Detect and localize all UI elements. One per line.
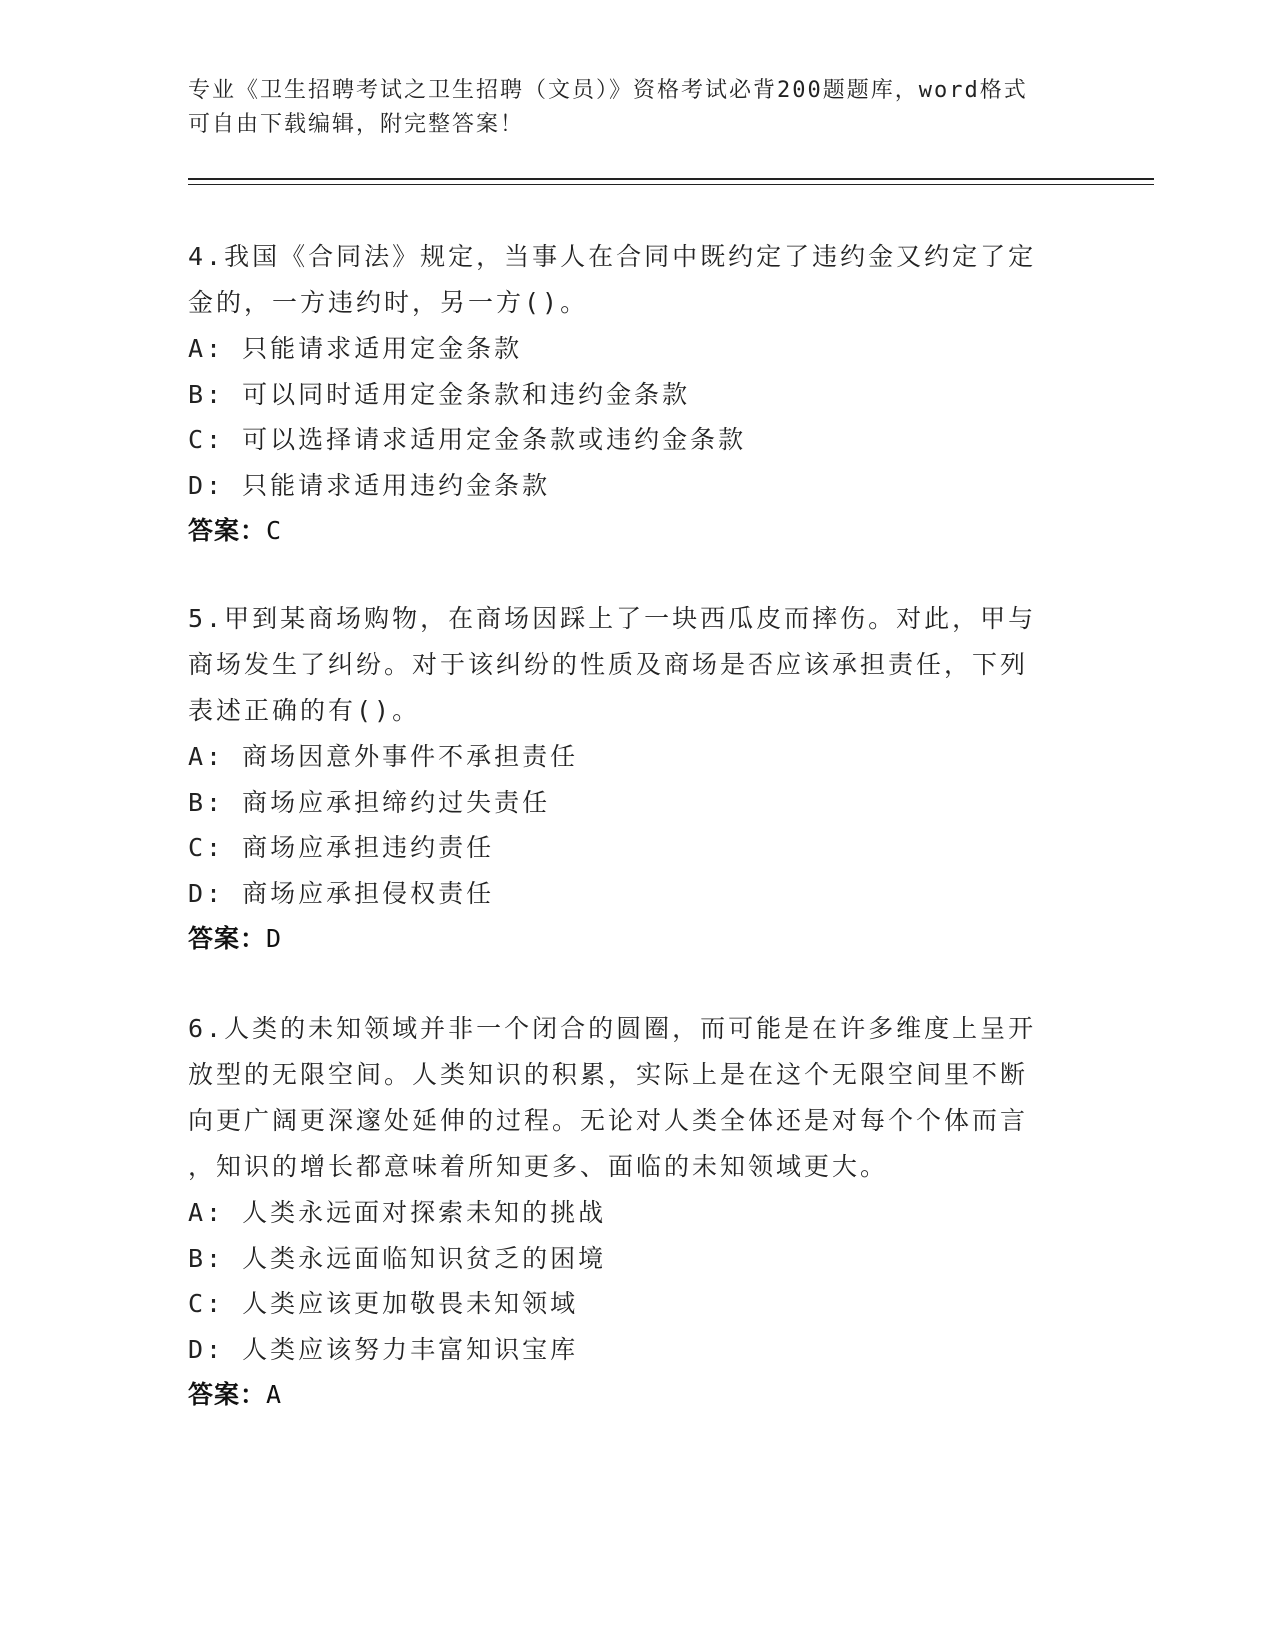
option-d: D: 人类应该努力丰富知识宝库 — [188, 1334, 579, 1364]
header-divider-thick — [188, 178, 1154, 180]
option-c: C: 人类应该更加敬畏未知领域 — [188, 1289, 579, 1318]
option-b: B: 商场应承担缔约过失责任 — [188, 787, 551, 817]
option-d: D: 只能请求适用违约金条款 — [188, 470, 551, 500]
answer-line — [188, 1372, 1068, 1418]
document-header — [188, 74, 1068, 142]
answer-value: C — [266, 516, 283, 545]
answer-label: 答案： — [188, 924, 267, 953]
answer-value: A — [266, 1380, 283, 1409]
answer-value: D — [266, 924, 283, 953]
question-stem-line: 表述正确的有()。 — [188, 696, 421, 725]
header-divider-thin — [188, 184, 1154, 185]
question-stem-line: 4.我国《合同法》规定，当事人在合同中既约定了违约金又约定了定 — [188, 242, 1037, 271]
question-stem-line: 金的，一方违约时，另一方()。 — [188, 288, 589, 317]
answer-label: 答案： — [188, 516, 267, 545]
answer-label: 答案： — [188, 1380, 267, 1409]
option-b: B: 人类永远面临知识贫乏的困境 — [188, 1243, 607, 1273]
answer-line — [188, 508, 1068, 554]
question-block — [188, 596, 1068, 962]
question-stem — [188, 1006, 1068, 1190]
option-d: D: 商场应承担侵权责任 — [188, 878, 495, 908]
question-stem — [188, 234, 1068, 326]
question-stem-line: 5.甲到某商场购物，在商场因踩上了一块西瓜皮而摔伤。对此，甲与 — [188, 604, 1037, 633]
answer-line — [188, 916, 1068, 962]
question-block — [188, 1006, 1068, 1418]
header-line-2: 可自由下载编辑，附完整答案！ — [188, 112, 525, 137]
question-block — [188, 234, 1068, 554]
header-line-1: 专业《卫生招聘考试之卫生招聘（文员）》资格考试必背200题题库，word格式 — [188, 78, 1028, 103]
question-stem-line: 放型的无限空间。人类知识的积累，实际上是在这个无限空间里不断 — [188, 1060, 1029, 1089]
option-a: A: 只能请求适用定金条款 — [188, 334, 523, 363]
option-b: B: 可以同时适用定金条款和违约金条款 — [188, 379, 691, 409]
question-stem-line: 商场发生了纠纷。对于该纠纷的性质及商场是否应该承担责任，下列 — [188, 650, 1029, 679]
question-stem-line: 6.人类的未知领域并非一个闭合的圆圈，而可能是在许多维度上呈开 — [188, 1014, 1037, 1043]
question-stem-line: ，知识的增长都意味着所知更多、面临的未知领域更大。 — [188, 1152, 889, 1181]
question-stem — [188, 596, 1068, 734]
option-c: C: 商场应承担违约责任 — [188, 833, 495, 862]
option-a: A: 商场因意外事件不承担责任 — [188, 742, 579, 771]
question-stem-line: 向更广阔更深邃处延伸的过程。无论对人类全体还是对每个个体而言 — [188, 1106, 1029, 1135]
option-a: A: 人类永远面对探索未知的挑战 — [188, 1198, 607, 1227]
option-c: C: 可以选择请求适用定金条款或违约金条款 — [188, 425, 747, 454]
